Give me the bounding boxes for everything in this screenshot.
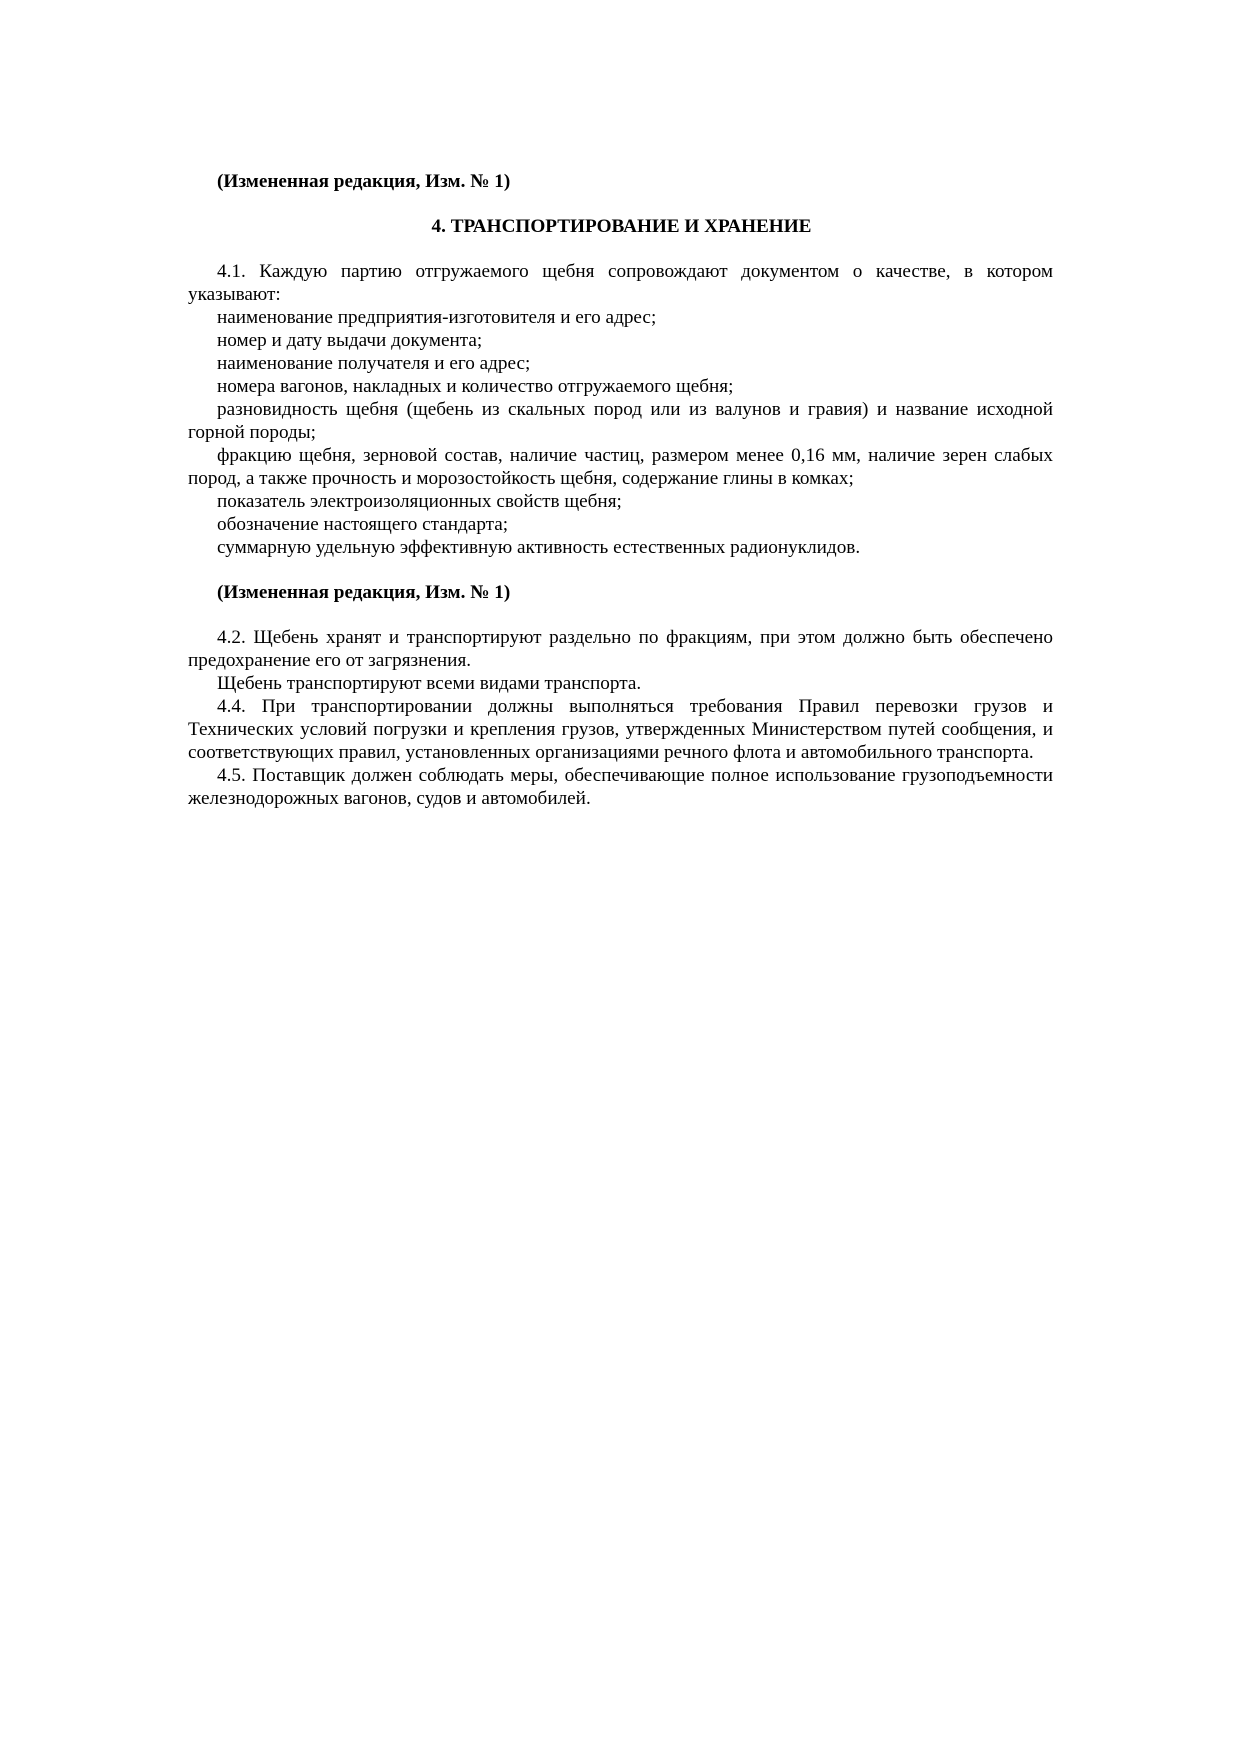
clause-4-1-item: обозначение настоящего стандарта;: [217, 514, 509, 535]
clause-4-2: 4.2. Щебень хранят и транспортируют раздельно по фракциям, при этом должно быть обеспечено предохранение его от загрязнения.: [188, 627, 1053, 671]
section-heading: 4. ТРАНСПОРТИРОВАНИЕ И ХРАНЕНИЕ: [431, 216, 812, 237]
clause-4-1-intro: 4.1. Каждую партию отгружаемого щебня сопровождают документом о качестве, в котором указывают:: [188, 261, 1053, 305]
clause-4-1-item: номер и дату выдачи документа;: [217, 330, 483, 351]
clause-4-1-item: суммарную удельную эффективную активность естественных радионуклидов.: [217, 537, 861, 558]
clause-4-1-item: наименование получателя и его адрес;: [217, 353, 531, 374]
clause-4-1-item: разновидность щебня (щебень из скальных пород или из валунов и гравия) и название исходной горной породы;: [188, 399, 1053, 443]
clause-4-5: 4.5. Поставщик должен соблюдать меры, обеспечивающие полное использование грузоподъемности железнодорожных вагонов, судов и автомобилей.: [188, 765, 1053, 809]
clause-4-1-item: фракцию щебня, зерновой состав, наличие частиц, размером менее 0,16 мм, наличие зерен слабых пород, а также прочность и морозостойкость щебня, содержание глины в комках;: [188, 445, 1053, 489]
clause-4-1-item: показатель электроизоляционных свойств щебня;: [217, 491, 622, 512]
document-page: [188, 170, 1053, 810]
clause-4-3: Щебень транспортируют всеми видами транспорта.: [217, 673, 642, 694]
clause-4-1-item: наименование предприятия-изготовителя и его адрес;: [217, 307, 657, 328]
clause-4-1-item: номера вагонов, накладных и количество отгружаемого щебня;: [217, 376, 734, 397]
amendment-note: (Измененная редакция, Изм. № 1): [217, 171, 511, 192]
clause-4-4: 4.4. При транспортировании должны выполняться требования Правил перевозки грузов и Технических условий погрузки и крепления грузов, утвержденных Министерством путей сообщения, и соответствующих правил, установленных организациями речного флота и автомобильного транспорта.: [188, 696, 1053, 763]
amendment-note: (Измененная редакция, Изм. № 1): [217, 582, 511, 603]
